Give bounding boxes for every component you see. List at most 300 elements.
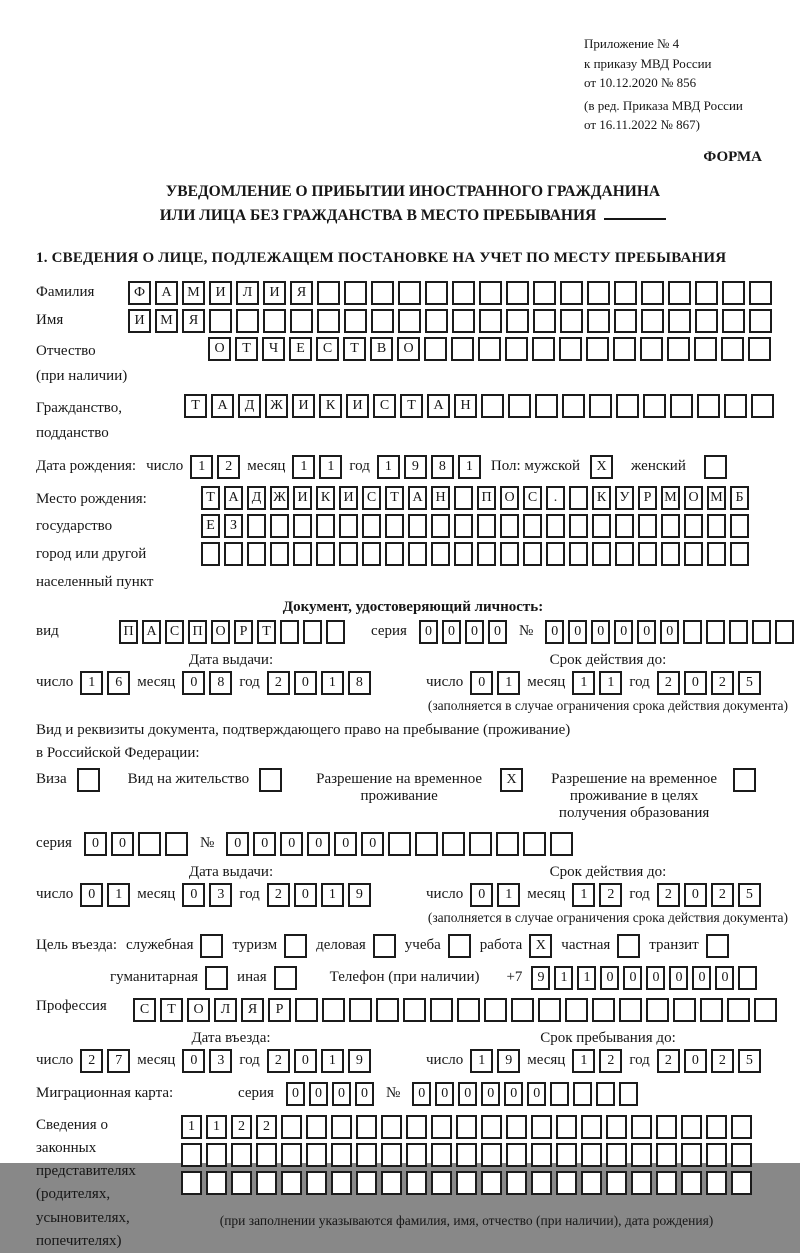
representative-cell[interactable] (281, 1115, 302, 1139)
profession-cell[interactable] (727, 998, 750, 1022)
birth-place-cell[interactable]: З (224, 514, 243, 538)
citizenship-cell[interactable]: С (373, 394, 396, 418)
entry-day-cell[interactable]: 7 (107, 1049, 130, 1073)
doc-series-cell[interactable]: 0 (419, 620, 438, 644)
representative-cell[interactable] (456, 1115, 477, 1139)
purpose-study-checkbox[interactable] (448, 934, 471, 958)
surname-cell[interactable]: Я (290, 281, 313, 305)
representative-cell[interactable] (231, 1143, 252, 1167)
firstname-cell[interactable]: Я (182, 309, 205, 333)
surname-cell[interactable]: Л (236, 281, 259, 305)
birth-place-cell[interactable] (477, 542, 496, 566)
profession-cell[interactable] (754, 998, 777, 1022)
sex-male-checkbox[interactable]: X (590, 455, 613, 479)
patronymic-cell[interactable] (478, 337, 501, 361)
birth-place-cell[interactable] (408, 542, 427, 566)
identity-issue-year-cell[interactable]: 1 (321, 671, 344, 695)
firstname-cell[interactable] (641, 309, 664, 333)
residence-issue-day-cell[interactable]: 0 (80, 883, 103, 907)
birth-day-cell[interactable]: 2 (217, 455, 240, 479)
purpose-business-checkbox[interactable] (373, 934, 396, 958)
representative-cell[interactable] (581, 1143, 602, 1167)
residence-number-cell[interactable] (388, 832, 411, 856)
birth-place-cell[interactable]: А (224, 486, 243, 510)
profession-cell[interactable] (592, 998, 615, 1022)
phone-cell[interactable]: 0 (669, 966, 688, 990)
stay-until-month-cell[interactable]: 1 (572, 1049, 595, 1073)
representative-cell[interactable] (656, 1143, 677, 1167)
residence-issue-year-cell[interactable]: 0 (294, 883, 317, 907)
citizenship-cell[interactable] (562, 394, 585, 418)
migration-series-cell[interactable]: 0 (332, 1082, 351, 1106)
representative-cell[interactable] (231, 1171, 252, 1195)
birth-year-cell[interactable]: 8 (431, 455, 454, 479)
identity-issue-year-cell[interactable]: 0 (294, 671, 317, 695)
doc-number-cell[interactable] (706, 620, 725, 644)
surname-cell[interactable] (506, 281, 529, 305)
surname-cell[interactable] (317, 281, 340, 305)
firstname-cell[interactable] (263, 309, 286, 333)
residence-permit-checkbox[interactable] (259, 768, 282, 792)
doc-number-cell[interactable]: 0 (545, 620, 564, 644)
migration-number-cell[interactable] (573, 1082, 592, 1106)
patronymic-cell[interactable]: Ч (262, 337, 285, 361)
birth-place-cell[interactable] (385, 514, 404, 538)
citizenship-cell[interactable] (481, 394, 504, 418)
birth-place-cell[interactable] (454, 542, 473, 566)
birth-place-cell[interactable] (684, 514, 703, 538)
birth-place-cell[interactable]: М (661, 486, 680, 510)
surname-cell[interactable] (695, 281, 718, 305)
patronymic-cell[interactable] (694, 337, 717, 361)
representative-cell[interactable] (681, 1115, 702, 1139)
birth-day-cell[interactable]: 1 (190, 455, 213, 479)
profession-cell[interactable] (700, 998, 723, 1022)
purpose-transit-checkbox[interactable] (706, 934, 729, 958)
representative-cell[interactable] (681, 1171, 702, 1195)
representative-cell[interactable] (306, 1143, 327, 1167)
representative-cell[interactable] (731, 1115, 752, 1139)
citizenship-cell[interactable]: Н (454, 394, 477, 418)
profession-cell[interactable] (322, 998, 345, 1022)
phone-cell[interactable]: 0 (600, 966, 619, 990)
birth-place-cell[interactable] (638, 514, 657, 538)
birth-place-cell[interactable]: К (592, 486, 611, 510)
firstname-cell[interactable] (317, 309, 340, 333)
birth-place-cell[interactable] (661, 514, 680, 538)
representative-cell[interactable] (206, 1171, 227, 1195)
identity-issue-year-cell[interactable]: 8 (348, 671, 371, 695)
residence-until-month-cell[interactable]: 2 (599, 883, 622, 907)
identity-issue-month-cell[interactable]: 8 (209, 671, 232, 695)
residence-number-cell[interactable]: 0 (280, 832, 303, 856)
profession-cell[interactable] (295, 998, 318, 1022)
firstname-cell[interactable] (614, 309, 637, 333)
representative-cell[interactable] (306, 1115, 327, 1139)
firstname-cell[interactable] (506, 309, 529, 333)
birth-place-cell[interactable]: С (523, 486, 542, 510)
birth-place-cell[interactable] (546, 542, 565, 566)
representative-cell[interactable] (606, 1171, 627, 1195)
identity-until-day-cell[interactable]: 1 (497, 671, 520, 695)
birth-month-cell[interactable]: 1 (319, 455, 342, 479)
representative-cell[interactable] (706, 1171, 727, 1195)
birth-place-cell[interactable] (500, 514, 519, 538)
representative-cell[interactable] (531, 1171, 552, 1195)
birth-place-cell[interactable] (201, 542, 220, 566)
birth-place-cell[interactable] (615, 542, 634, 566)
birth-place-cell[interactable] (270, 514, 289, 538)
citizenship-cell[interactable] (670, 394, 693, 418)
birth-place-cell[interactable]: И (339, 486, 358, 510)
birth-place-cell[interactable] (316, 542, 335, 566)
birth-place-cell[interactable] (339, 542, 358, 566)
representative-cell[interactable] (656, 1171, 677, 1195)
entry-day-cell[interactable]: 2 (80, 1049, 103, 1073)
doc-number-cell[interactable] (683, 620, 702, 644)
identity-until-year-cell[interactable]: 0 (684, 671, 707, 695)
firstname-cell[interactable] (371, 309, 394, 333)
representative-cell[interactable] (381, 1143, 402, 1167)
stay-until-month-cell[interactable]: 2 (599, 1049, 622, 1073)
surname-cell[interactable]: И (209, 281, 232, 305)
birth-place-cell[interactable] (293, 542, 312, 566)
surname-cell[interactable] (722, 281, 745, 305)
residence-until-year-cell[interactable]: 2 (711, 883, 734, 907)
representative-cell[interactable] (631, 1143, 652, 1167)
representative-cell[interactable] (431, 1171, 452, 1195)
patronymic-cell[interactable] (532, 337, 555, 361)
birth-place-cell[interactable] (362, 542, 381, 566)
representative-cell[interactable] (556, 1115, 577, 1139)
residence-issue-year-cell[interactable]: 9 (348, 883, 371, 907)
migration-number-cell[interactable]: 0 (435, 1082, 454, 1106)
patronymic-cell[interactable]: Т (235, 337, 258, 361)
representative-cell[interactable] (531, 1143, 552, 1167)
birth-place-cell[interactable]: Т (385, 486, 404, 510)
phone-cell[interactable]: 9 (531, 966, 550, 990)
firstname-cell[interactable] (209, 309, 232, 333)
birth-place-cell[interactable] (339, 514, 358, 538)
residence-issue-month-cell[interactable]: 0 (182, 883, 205, 907)
identity-until-month-cell[interactable]: 1 (572, 671, 595, 695)
birth-place-cell[interactable] (707, 542, 726, 566)
representative-cell[interactable]: 2 (256, 1115, 277, 1139)
doc-series-cell[interactable]: 0 (442, 620, 461, 644)
purpose-other-checkbox[interactable] (274, 966, 297, 990)
stay-until-year-cell[interactable]: 0 (684, 1049, 707, 1073)
birth-place-cell[interactable] (454, 486, 473, 510)
surname-cell[interactable] (452, 281, 475, 305)
representative-cell[interactable]: 1 (181, 1115, 202, 1139)
doc-type-cell[interactable] (280, 620, 299, 644)
representative-cell[interactable] (356, 1115, 377, 1139)
representative-cell[interactable] (506, 1115, 527, 1139)
patronymic-cell[interactable] (424, 337, 447, 361)
representative-cell[interactable] (706, 1143, 727, 1167)
migration-number-cell[interactable]: 0 (458, 1082, 477, 1106)
profession-cell[interactable] (673, 998, 696, 1022)
profession-cell[interactable] (511, 998, 534, 1022)
representative-cell[interactable] (481, 1143, 502, 1167)
residence-number-cell[interactable] (523, 832, 546, 856)
profession-cell[interactable] (565, 998, 588, 1022)
patronymic-cell[interactable]: С (316, 337, 339, 361)
patronymic-cell[interactable]: Т (343, 337, 366, 361)
representative-cell[interactable]: 1 (206, 1115, 227, 1139)
birth-place-cell[interactable] (293, 514, 312, 538)
purpose-work-checkbox[interactable]: X (529, 934, 552, 958)
patronymic-cell[interactable] (667, 337, 690, 361)
doc-number-cell[interactable]: 0 (660, 620, 679, 644)
representative-cell[interactable] (631, 1171, 652, 1195)
doc-number-cell[interactable]: 0 (614, 620, 633, 644)
surname-cell[interactable] (398, 281, 421, 305)
residence-until-month-cell[interactable]: 1 (572, 883, 595, 907)
representative-cell[interactable] (256, 1143, 277, 1167)
residence-until-year-cell[interactable]: 0 (684, 883, 707, 907)
birth-place-cell[interactable] (270, 542, 289, 566)
profession-cell[interactable]: С (133, 998, 156, 1022)
birth-place-cell[interactable]: Е (201, 514, 220, 538)
phone-cell[interactable]: 0 (623, 966, 642, 990)
migration-number-cell[interactable]: 0 (412, 1082, 431, 1106)
surname-cell[interactable] (371, 281, 394, 305)
migration-series-cell[interactable]: 0 (286, 1082, 305, 1106)
birth-place-cell[interactable]: Д (247, 486, 266, 510)
surname-cell[interactable] (641, 281, 664, 305)
patronymic-cell[interactable] (748, 337, 771, 361)
birth-month-cell[interactable]: 1 (292, 455, 315, 479)
stay-until-year-cell[interactable]: 2 (711, 1049, 734, 1073)
firstname-cell[interactable] (479, 309, 502, 333)
birth-place-cell[interactable] (523, 542, 542, 566)
citizenship-cell[interactable] (616, 394, 639, 418)
birth-place-cell[interactable]: К (316, 486, 335, 510)
identity-until-year-cell[interactable]: 2 (711, 671, 734, 695)
representative-cell[interactable] (581, 1171, 602, 1195)
profession-cell[interactable]: Р (268, 998, 291, 1022)
citizenship-cell[interactable]: И (292, 394, 315, 418)
residence-until-year-cell[interactable]: 2 (657, 883, 680, 907)
citizenship-cell[interactable]: Т (400, 394, 423, 418)
doc-type-cell[interactable]: О (211, 620, 230, 644)
identity-issue-year-cell[interactable]: 2 (267, 671, 290, 695)
birth-place-cell[interactable] (569, 514, 588, 538)
birth-place-cell[interactable] (247, 514, 266, 538)
citizenship-cell[interactable]: Ж (265, 394, 288, 418)
surname-cell[interactable] (587, 281, 610, 305)
residence-number-cell[interactable]: 0 (334, 832, 357, 856)
identity-until-month-cell[interactable]: 1 (599, 671, 622, 695)
representative-cell[interactable] (656, 1115, 677, 1139)
representative-cell[interactable] (331, 1143, 352, 1167)
birth-place-cell[interactable] (408, 514, 427, 538)
representative-cell[interactable] (731, 1171, 752, 1195)
doc-type-cell[interactable] (303, 620, 322, 644)
identity-issue-month-cell[interactable]: 0 (182, 671, 205, 695)
identity-issue-day-cell[interactable]: 6 (107, 671, 130, 695)
birth-place-cell[interactable] (523, 514, 542, 538)
patronymic-cell[interactable]: Е (289, 337, 312, 361)
residence-number-cell[interactable] (550, 832, 573, 856)
doc-number-cell[interactable]: 0 (637, 620, 656, 644)
residence-until-day-cell[interactable]: 0 (470, 883, 493, 907)
representative-cell[interactable] (206, 1143, 227, 1167)
surname-cell[interactable] (425, 281, 448, 305)
birth-year-cell[interactable]: 9 (404, 455, 427, 479)
birth-place-cell[interactable] (454, 514, 473, 538)
patronymic-cell[interactable]: О (208, 337, 231, 361)
representative-cell[interactable] (681, 1143, 702, 1167)
phone-cell[interactable]: 1 (554, 966, 573, 990)
firstname-cell[interactable] (695, 309, 718, 333)
birth-place-cell[interactable] (316, 514, 335, 538)
identity-until-year-cell[interactable]: 2 (657, 671, 680, 695)
representative-cell[interactable] (556, 1143, 577, 1167)
profession-cell[interactable]: Т (160, 998, 183, 1022)
patronymic-cell[interactable] (613, 337, 636, 361)
birth-place-cell[interactable] (615, 514, 634, 538)
representative-cell[interactable] (356, 1171, 377, 1195)
representative-cell[interactable]: 2 (231, 1115, 252, 1139)
representative-cell[interactable] (556, 1171, 577, 1195)
representative-cell[interactable] (456, 1171, 477, 1195)
residence-issue-year-cell[interactable]: 2 (267, 883, 290, 907)
firstname-cell[interactable] (560, 309, 583, 333)
representative-cell[interactable] (331, 1115, 352, 1139)
birth-place-cell[interactable]: О (684, 486, 703, 510)
birth-place-cell[interactable]: . (546, 486, 565, 510)
visa-checkbox[interactable] (77, 768, 100, 792)
representative-cell[interactable] (181, 1171, 202, 1195)
citizenship-cell[interactable] (508, 394, 531, 418)
surname-cell[interactable]: М (182, 281, 205, 305)
residence-issue-month-cell[interactable]: 3 (209, 883, 232, 907)
migration-series-cell[interactable]: 0 (355, 1082, 374, 1106)
firstname-cell[interactable]: М (155, 309, 178, 333)
doc-type-cell[interactable]: А (142, 620, 161, 644)
doc-number-cell[interactable]: 0 (568, 620, 587, 644)
representative-cell[interactable] (581, 1115, 602, 1139)
surname-cell[interactable] (749, 281, 772, 305)
birth-place-cell[interactable] (730, 542, 749, 566)
temp-residence-education-checkbox[interactable] (733, 768, 756, 792)
patronymic-cell[interactable] (559, 337, 582, 361)
representative-cell[interactable] (406, 1171, 427, 1195)
residence-number-cell[interactable] (415, 832, 438, 856)
profession-cell[interactable] (484, 998, 507, 1022)
doc-series-cell[interactable]: 0 (465, 620, 484, 644)
birth-year-cell[interactable]: 1 (377, 455, 400, 479)
patronymic-cell[interactable] (721, 337, 744, 361)
surname-cell[interactable]: А (155, 281, 178, 305)
citizenship-cell[interactable] (751, 394, 774, 418)
stay-until-year-cell[interactable]: 5 (738, 1049, 761, 1073)
profession-cell[interactable] (403, 998, 426, 1022)
firstname-cell[interactable] (668, 309, 691, 333)
citizenship-cell[interactable]: А (211, 394, 234, 418)
representative-cell[interactable] (706, 1115, 727, 1139)
firstname-cell[interactable] (425, 309, 448, 333)
residence-series-cell[interactable] (138, 832, 161, 856)
citizenship-cell[interactable]: И (346, 394, 369, 418)
residence-number-cell[interactable]: 0 (253, 832, 276, 856)
birth-place-cell[interactable] (431, 514, 450, 538)
representative-cell[interactable] (381, 1115, 402, 1139)
residence-number-cell[interactable]: 0 (307, 832, 330, 856)
profession-cell[interactable]: Я (241, 998, 264, 1022)
representative-cell[interactable] (406, 1143, 427, 1167)
birth-place-cell[interactable] (707, 514, 726, 538)
phone-cell[interactable] (738, 966, 757, 990)
birth-place-cell[interactable] (500, 542, 519, 566)
profession-cell[interactable] (646, 998, 669, 1022)
residence-issue-day-cell[interactable]: 1 (107, 883, 130, 907)
birth-place-cell[interactable]: Н (431, 486, 450, 510)
residence-number-cell[interactable]: 0 (226, 832, 249, 856)
birth-place-cell[interactable]: Ж (270, 486, 289, 510)
representative-cell[interactable] (506, 1143, 527, 1167)
birth-place-cell[interactable] (362, 514, 381, 538)
patronymic-cell[interactable] (451, 337, 474, 361)
birth-place-cell[interactable]: А (408, 486, 427, 510)
firstname-cell[interactable] (344, 309, 367, 333)
representative-cell[interactable] (606, 1115, 627, 1139)
migration-number-cell[interactable] (619, 1082, 638, 1106)
residence-number-cell[interactable] (496, 832, 519, 856)
stay-until-year-cell[interactable]: 2 (657, 1049, 680, 1073)
surname-cell[interactable] (560, 281, 583, 305)
firstname-cell[interactable] (533, 309, 556, 333)
firstname-cell[interactable] (722, 309, 745, 333)
temp-residence-checkbox[interactable]: X (500, 768, 523, 792)
doc-number-cell[interactable] (775, 620, 794, 644)
stay-until-day-cell[interactable]: 1 (470, 1049, 493, 1073)
birth-place-cell[interactable]: М (707, 486, 726, 510)
firstname-cell[interactable] (236, 309, 259, 333)
surname-cell[interactable]: И (263, 281, 286, 305)
firstname-cell[interactable] (398, 309, 421, 333)
profession-cell[interactable] (430, 998, 453, 1022)
profession-cell[interactable] (538, 998, 561, 1022)
representative-cell[interactable] (306, 1171, 327, 1195)
surname-cell[interactable]: Ф (128, 281, 151, 305)
representative-cell[interactable] (431, 1143, 452, 1167)
stay-until-day-cell[interactable]: 9 (497, 1049, 520, 1073)
birth-place-cell[interactable] (224, 542, 243, 566)
birth-place-cell[interactable] (592, 542, 611, 566)
patronymic-cell[interactable] (505, 337, 528, 361)
representative-cell[interactable] (481, 1115, 502, 1139)
firstname-cell[interactable]: И (128, 309, 151, 333)
surname-cell[interactable] (344, 281, 367, 305)
residence-number-cell[interactable] (442, 832, 465, 856)
representative-cell[interactable] (381, 1171, 402, 1195)
entry-month-cell[interactable]: 3 (209, 1049, 232, 1073)
firstname-cell[interactable] (452, 309, 475, 333)
phone-cell[interactable]: 0 (646, 966, 665, 990)
patronymic-cell[interactable]: О (397, 337, 420, 361)
representative-cell[interactable] (281, 1171, 302, 1195)
citizenship-cell[interactable] (724, 394, 747, 418)
birth-place-cell[interactable]: У (615, 486, 634, 510)
entry-year-cell[interactable]: 2 (267, 1049, 290, 1073)
representative-cell[interactable] (431, 1115, 452, 1139)
residence-series-cell[interactable]: 0 (111, 832, 134, 856)
birth-place-cell[interactable] (569, 542, 588, 566)
residence-until-year-cell[interactable]: 5 (738, 883, 761, 907)
